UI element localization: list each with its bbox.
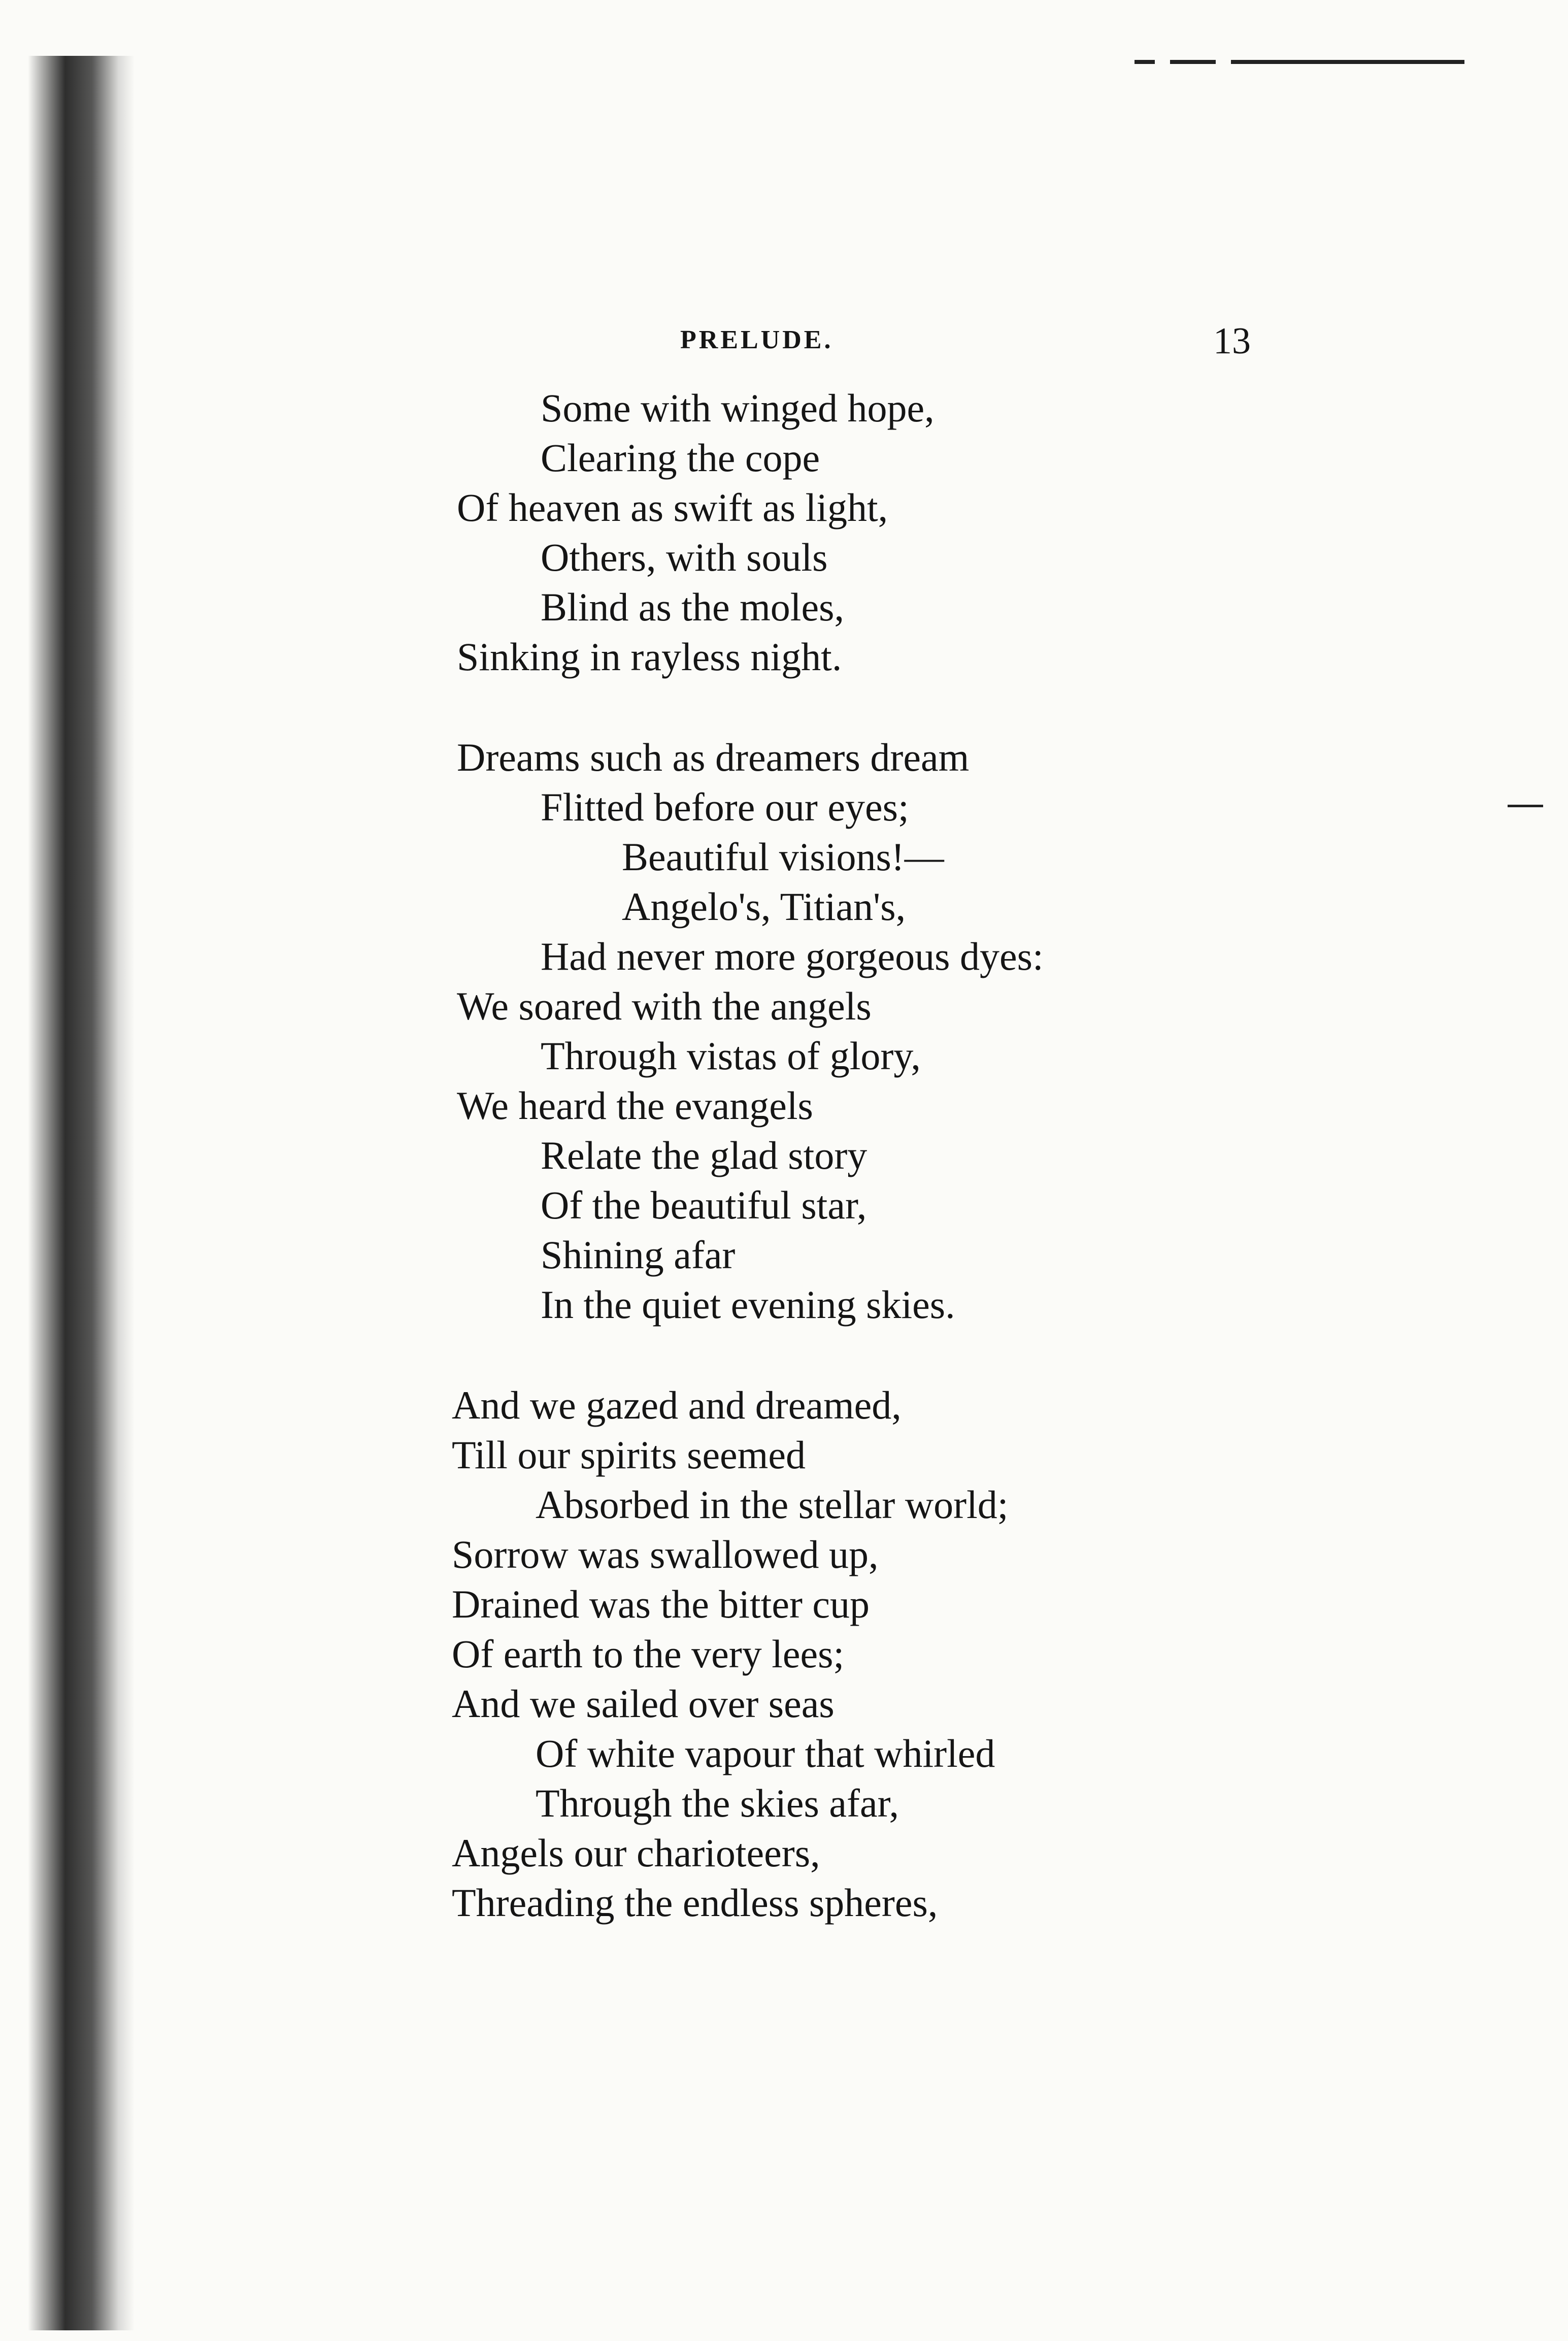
poem-line: Beautiful visions!— <box>622 835 944 879</box>
poem-line: Drained was the bitter cup <box>452 1582 870 1626</box>
poem-line: Sorrow was swallowed up, <box>452 1532 879 1576</box>
poem-line: Dreams such as dreamers dream <box>457 735 970 779</box>
page-binding-edge <box>28 56 135 2330</box>
poem-line: Others, with souls <box>541 535 828 579</box>
poem-line: Of the beautiful star, <box>541 1183 867 1227</box>
poem-line: Of white vapour that whirled <box>536 1731 995 1775</box>
poem-line: Angels our charioteers, <box>452 1831 820 1875</box>
poem-line: Sinking in rayless night. <box>457 635 842 679</box>
poem-line: Of earth to the very lees; <box>452 1632 845 1676</box>
poem-line: Threading the endless spheres, <box>452 1881 938 1925</box>
poem-line: And we gazed and dreamed, <box>452 1383 902 1427</box>
poem-line: Had never more gorgeous dyes: <box>541 934 1044 978</box>
poem-line: In the quiet evening skies. <box>541 1282 955 1327</box>
poem-line: We heard the evangels <box>457 1083 813 1128</box>
top-rule <box>1135 60 1464 64</box>
poem-line: Flitted before our eyes; <box>541 785 909 829</box>
poem-line: Of heaven as swift as light, <box>457 485 888 530</box>
poem-line: Relate the glad story <box>541 1133 868 1177</box>
poem-line: We soared with the angels <box>457 984 872 1028</box>
margin-mark <box>1508 805 1543 807</box>
page-header <box>457 320 1568 371</box>
poem-line: Blind as the moles, <box>541 585 844 629</box>
running-head: PRELUDE. <box>680 325 833 354</box>
poem-line: Through the skies afar, <box>536 1781 899 1825</box>
poem-line: Till our spirits seemed <box>452 1433 806 1477</box>
poem-line: Some with winged hope, <box>541 386 935 430</box>
poem-line: Clearing the cope <box>541 436 820 480</box>
poem-line: Through vistas of glory, <box>541 1034 921 1078</box>
page-number: 13 <box>1213 320 1251 362</box>
poem-line: Shining afar <box>541 1233 736 1277</box>
poem-line: And we sailed over seas <box>452 1681 835 1726</box>
poem-line: Angelo's, Titian's, <box>622 884 906 929</box>
poem-line: Absorbed in the stellar world; <box>536 1482 1009 1527</box>
